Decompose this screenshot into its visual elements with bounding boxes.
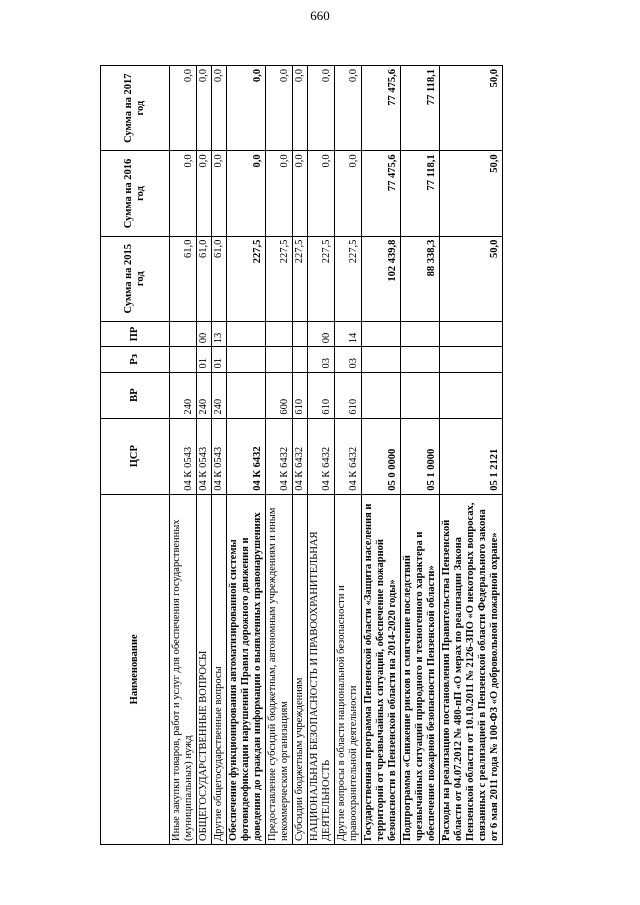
cell-sum-2015: 227,5 xyxy=(227,236,266,321)
cell-csr: 04 К 6432 xyxy=(227,418,266,494)
cell-sum-2016: 0,0 xyxy=(266,151,293,236)
cell-name: НАЦИОНАЛЬНАЯ БЕЗОПАСНОСТЬ И ПРАВООХРАНИТЕЛЬНАЯ ДЕЯТЕЛЬНОСТЬ xyxy=(308,494,335,844)
cell-sum-2015: 88 338,3 xyxy=(401,236,440,321)
cell-sum-2016: 50,0 xyxy=(440,151,503,236)
cell-sum-2015: 61,0 xyxy=(170,236,197,321)
cell-sum-2015: 102 439,8 xyxy=(362,236,401,321)
table-body xyxy=(170,66,503,845)
cell-rz xyxy=(227,347,266,372)
table-header-row xyxy=(101,66,170,845)
table-row xyxy=(362,66,401,845)
cell-vr: 240 xyxy=(212,372,227,418)
cell-csr: 04 К 6432 xyxy=(293,418,308,494)
cell-csr: 05 1 2121 xyxy=(440,418,503,494)
table-row xyxy=(170,66,197,845)
cell-sum-2016: 0,0 xyxy=(308,151,335,236)
cell-sum-2017: 0,0 xyxy=(170,66,197,151)
cell-pr xyxy=(440,321,503,346)
cell-name: Иные закупки товаров, работ и услуг для обеспечения государственных (муниципальных) нужд xyxy=(170,494,197,844)
cell-pr xyxy=(362,321,401,346)
cell-name: Другие вопросы в области национальной безопасности и правоохранительной деятельности xyxy=(335,494,362,844)
cell-name: Другие общегосударственные вопросы xyxy=(212,494,227,844)
header-pr: ПР xyxy=(101,321,170,346)
cell-csr: 05 0 0000 xyxy=(362,418,401,494)
cell-rz xyxy=(440,347,503,372)
cell-name: Обеспечение функционирования автоматизированной системы фотовидеофиксации нарушений Правил дорожного движения и доведения до граждан информации о выявленных правонарушениях xyxy=(227,494,266,844)
cell-pr xyxy=(401,321,440,346)
cell-pr xyxy=(227,321,266,346)
cell-vr xyxy=(362,372,401,418)
cell-csr: 04 К 0543 xyxy=(170,418,197,494)
cell-pr: 00 xyxy=(308,321,335,346)
header-name: Наименование xyxy=(101,494,170,844)
cell-sum-2017: 77 118,1 xyxy=(401,66,440,151)
cell-csr: 04 К 0543 xyxy=(197,418,212,494)
cell-name: Субсидии бюджетным учреждениям xyxy=(293,494,308,844)
cell-vr: 600 xyxy=(266,372,293,418)
cell-csr: 04 К 6432 xyxy=(335,418,362,494)
cell-csr: 05 1 0000 xyxy=(401,418,440,494)
cell-sum-2016: 0,0 xyxy=(197,151,212,236)
cell-sum-2017: 0,0 xyxy=(293,66,308,151)
cell-rz: 01 xyxy=(197,347,212,372)
cell-name: Предоставление субсидий бюджетным, автономным учреждениям и иным некоммерческим организациям xyxy=(266,494,293,844)
table-row xyxy=(227,66,266,845)
cell-sum-2017: 0,0 xyxy=(266,66,293,151)
cell-vr: 610 xyxy=(308,372,335,418)
cell-rz xyxy=(362,347,401,372)
cell-sum-2015: 227,5 xyxy=(308,236,335,321)
cell-sum-2017: 77 475,6 xyxy=(362,66,401,151)
cell-rz: 01 xyxy=(212,347,227,372)
rotated-table-container xyxy=(100,65,560,845)
table-row xyxy=(401,66,440,845)
cell-vr xyxy=(440,372,503,418)
header-vr: ВР xyxy=(101,372,170,418)
table-row xyxy=(440,66,503,845)
table-row xyxy=(266,66,293,845)
cell-name: ОБЩЕГОСУДАРСТВЕННЫЕ ВОПРОСЫ xyxy=(197,494,212,844)
header-sum-2015: Сумма на 2015 год xyxy=(101,236,170,321)
cell-sum-2017: 50,0 xyxy=(440,66,503,151)
page-number: 660 xyxy=(310,8,330,23)
budget-table xyxy=(100,65,503,845)
cell-sum-2015: 61,0 xyxy=(212,236,227,321)
cell-sum-2015: 61,0 xyxy=(197,236,212,321)
cell-sum-2015: 227,5 xyxy=(266,236,293,321)
cell-pr: 00 xyxy=(197,321,212,346)
cell-name: Расходы на реализацию постановления Правительства Пензенской области от 04.07.2012 № 480-пП «О мерах по реализации Закона Пензенской области от 10.10.2011 № 2126-ЗПО «О некоторых вопросах, связанных с реализацией в Пензенской области Федерального закона от 6 мая 2011 года № 100-ФЗ «О добровольной пожарной охране» xyxy=(440,494,503,844)
cell-sum-2017: 0,0 xyxy=(227,66,266,151)
cell-vr: 610 xyxy=(293,372,308,418)
table-row xyxy=(335,66,362,845)
header-csr: ЦСР xyxy=(101,418,170,494)
cell-sum-2015: 227,5 xyxy=(293,236,308,321)
table-row xyxy=(197,66,212,845)
cell-csr: 04 К 6432 xyxy=(266,418,293,494)
cell-pr xyxy=(266,321,293,346)
cell-sum-2017: 0,0 xyxy=(308,66,335,151)
cell-sum-2015: 227,5 xyxy=(335,236,362,321)
cell-csr: 04 К 6432 xyxy=(308,418,335,494)
cell-sum-2016: 77 118,1 xyxy=(401,151,440,236)
table-row xyxy=(293,66,308,845)
cell-vr: 610 xyxy=(335,372,362,418)
cell-pr xyxy=(170,321,197,346)
cell-vr: 240 xyxy=(170,372,197,418)
cell-rz xyxy=(401,347,440,372)
cell-pr xyxy=(293,321,308,346)
cell-name: Подпрограмма «Снижение рисков и смягчение последствий чрезвычайных ситуаций природного и техногенного характера и обеспечение пожарной безопасности Пензенской области» xyxy=(401,494,440,844)
cell-pr: 13 xyxy=(212,321,227,346)
cell-vr xyxy=(227,372,266,418)
cell-rz xyxy=(293,347,308,372)
cell-sum-2016: 0,0 xyxy=(170,151,197,236)
cell-sum-2017: 0,0 xyxy=(212,66,227,151)
header-sum-2017: Сумма на 2017 год xyxy=(101,66,170,151)
cell-sum-2016: 0,0 xyxy=(227,151,266,236)
header-rz: Рз xyxy=(101,347,170,372)
cell-rz: 03 xyxy=(335,347,362,372)
table-row xyxy=(308,66,335,845)
cell-sum-2016: 0,0 xyxy=(212,151,227,236)
cell-rz xyxy=(266,347,293,372)
cell-sum-2017: 0,0 xyxy=(197,66,212,151)
cell-vr xyxy=(401,372,440,418)
header-sum-2016: Сумма на 2016 год xyxy=(101,151,170,236)
cell-vr: 240 xyxy=(197,372,212,418)
cell-sum-2016: 0,0 xyxy=(335,151,362,236)
cell-sum-2016: 0,0 xyxy=(293,151,308,236)
cell-sum-2017: 0,0 xyxy=(335,66,362,151)
table-row xyxy=(212,66,227,845)
cell-name: Государственная программа Пензенской области «Защита населения и территорий от чрезвычайных ситуаций, обеспечение пожарной безопасности в Пензенской области на 2014-2020 годы» xyxy=(362,494,401,844)
cell-rz: 03 xyxy=(308,347,335,372)
cell-pr: 14 xyxy=(335,321,362,346)
cell-sum-2016: 77 475,6 xyxy=(362,151,401,236)
cell-csr: 04 К 0543 xyxy=(212,418,227,494)
cell-rz xyxy=(170,347,197,372)
cell-sum-2015: 50,0 xyxy=(440,236,503,321)
